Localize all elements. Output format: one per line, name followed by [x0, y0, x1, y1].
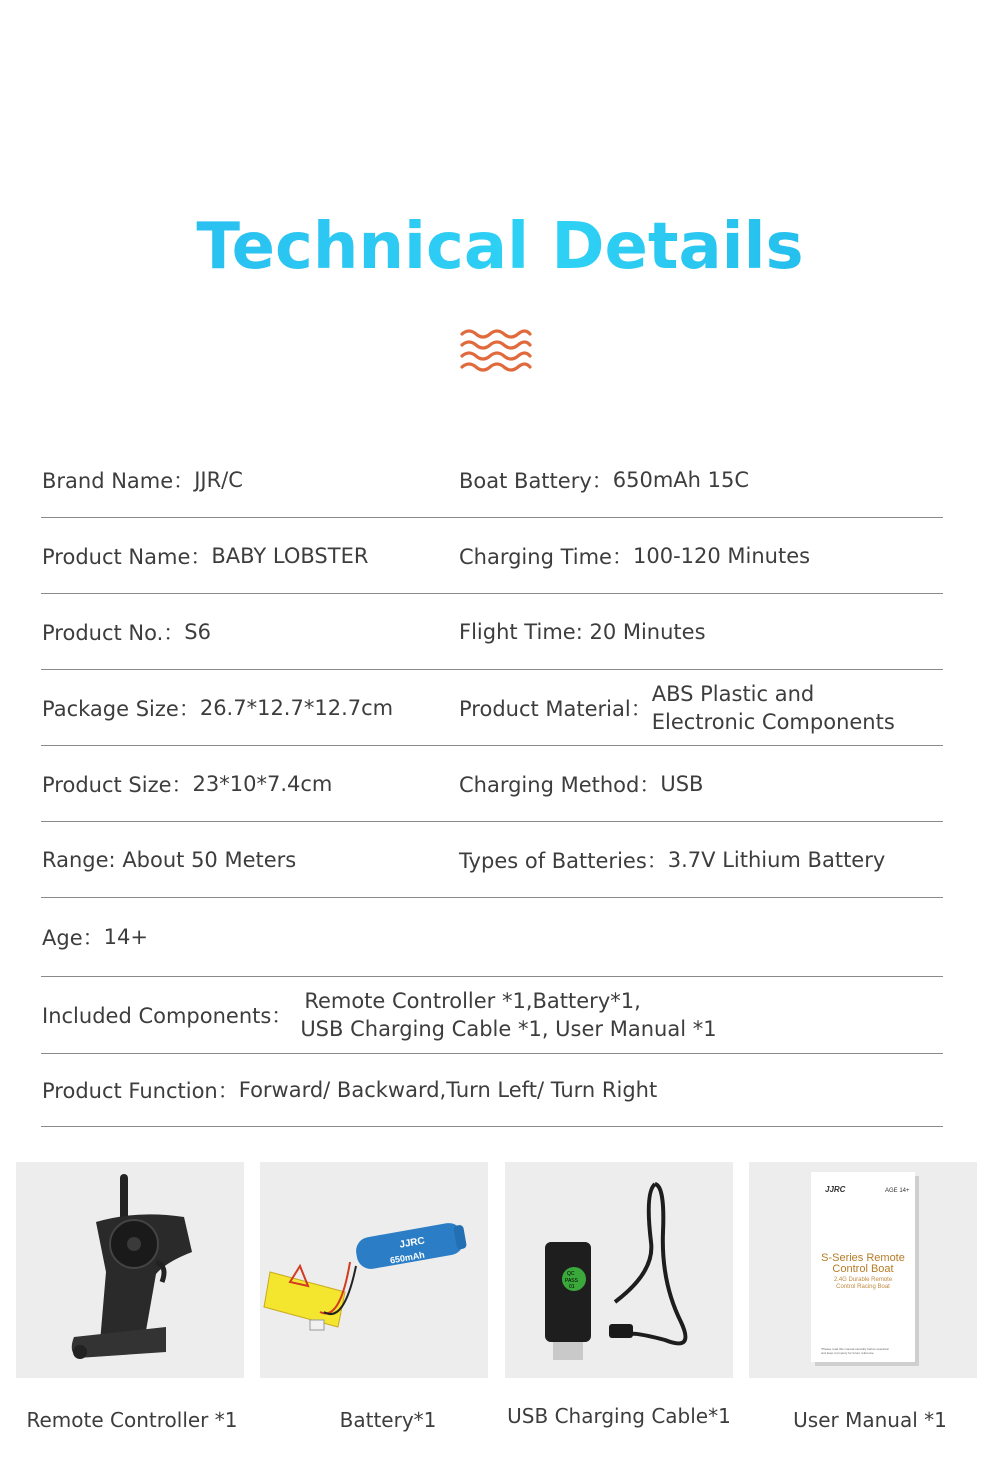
- spec-value: 14+: [103, 925, 148, 949]
- manual-sub-2: Control Racing Boat: [836, 1284, 890, 1290]
- spec-value: JJR/C: [194, 467, 243, 492]
- included-items: [16, 1162, 978, 1378]
- spec-value: 20 Minutes: [589, 619, 706, 644]
- spec-package-size: [42, 670, 393, 745]
- spec-row: [41, 822, 943, 898]
- spec-row-components: [41, 977, 943, 1054]
- spec-label: Product Name：: [42, 544, 212, 569]
- spec-row-age: [41, 898, 943, 977]
- battery-brand-text: JJRC: [398, 1235, 426, 1251]
- spec-label: Product Material：: [459, 696, 652, 721]
- manual-title-1: S-Series Remote: [821, 1252, 905, 1264]
- item-card-remote: [16, 1162, 244, 1378]
- spec-value-line: Electronic Components: [651, 709, 895, 734]
- spec-product-name: [42, 518, 368, 593]
- caption-battery: Battery*1: [339, 1408, 437, 1432]
- spec-label: Product Size：: [42, 772, 193, 797]
- usb-cable-icon: [505, 1162, 733, 1378]
- qc-badge-line1: QC: [567, 1271, 575, 1277]
- spec-row: [41, 670, 943, 746]
- spec-value: 3.7V Lithium Battery: [667, 847, 886, 872]
- item-card-manual: [749, 1162, 977, 1378]
- spec-value: 23*10*7.4cm: [192, 771, 333, 796]
- spec-label: Product Function：: [42, 1079, 239, 1103]
- item-card-usb-cable: [505, 1162, 733, 1378]
- spec-product-function: [42, 1054, 657, 1126]
- item-card-battery: [260, 1162, 488, 1378]
- caption-usb-cable: USB Charging Cable*1: [507, 1404, 731, 1428]
- spec-value: BABY LOBSTER: [211, 543, 369, 568]
- spec-row: [41, 594, 943, 670]
- waves-icon: [460, 328, 532, 372]
- spec-value: [300, 987, 716, 1043]
- spec-product-size: [42, 746, 332, 821]
- spec-range: [42, 822, 296, 897]
- spec-label: Types of Batteries：: [459, 848, 668, 873]
- spec-flight-time: [459, 594, 706, 669]
- spec-battery-type: [459, 822, 885, 897]
- spec-row: [41, 518, 943, 594]
- spec-label: Product No.：: [42, 620, 185, 645]
- spec-table: [41, 442, 943, 1127]
- spec-boat-battery: [459, 442, 749, 517]
- spec-value: 650mAh 15C: [612, 467, 750, 492]
- manual-age: AGE 14+: [885, 1188, 910, 1194]
- spec-label: Flight Time:: [459, 619, 590, 644]
- spec-value: USB: [660, 771, 704, 796]
- spec-label: Age：: [42, 926, 104, 950]
- spec-value: Forward/ Backward,Turn Left/ Turn Right: [238, 1078, 658, 1102]
- spec-label: Range:: [42, 847, 123, 872]
- spec-charging-method: [459, 746, 703, 821]
- manual-icon: [749, 1162, 977, 1378]
- remote-controller-icon: [16, 1162, 244, 1378]
- spec-value-line: ABS Plastic and: [651, 681, 815, 706]
- spec-value: 100-120 Minutes: [632, 543, 811, 568]
- spec-label: Charging Time：: [459, 544, 633, 569]
- spec-label: Included Components：: [42, 1004, 293, 1028]
- spec-value: 26.7*12.7*12.7cm: [199, 695, 394, 720]
- spec-label: Package Size：: [42, 696, 200, 721]
- manual-title-2: Control Boat: [832, 1263, 894, 1275]
- spec-value-line: Remote Controller *1,Battery*1,: [304, 989, 641, 1013]
- spec-value-line: USB Charging Cable *1, User Manual *1: [300, 1017, 717, 1041]
- spec-row: [41, 746, 943, 822]
- spec-label: Boat Battery：: [459, 468, 613, 493]
- spec-value: [652, 680, 895, 736]
- manual-brand: JJRC: [825, 1185, 846, 1194]
- manual-sub-1: 2.4G Durable Remote: [833, 1277, 893, 1283]
- spec-product-material: [459, 670, 895, 745]
- spec-value: S6: [184, 619, 211, 644]
- spec-included-components: [42, 977, 717, 1053]
- spec-charging-time: [459, 518, 810, 593]
- spec-row-function: [41, 1054, 943, 1127]
- battery-capacity-text: 650mAh: [389, 1249, 426, 1266]
- qc-badge-line3: 01: [569, 1284, 575, 1290]
- spec-age: [42, 898, 148, 976]
- manual-note-1: *Please read this manual carefully before operation: [821, 1347, 890, 1351]
- battery-icon: [260, 1162, 488, 1378]
- spec-label: Brand Name：: [42, 468, 195, 493]
- spec-value: About 50 Meters: [122, 847, 297, 872]
- spec-product-no: [42, 594, 211, 669]
- spec-brand-name: [42, 442, 243, 517]
- qc-badge-line2: PASS: [565, 1278, 578, 1284]
- caption-user-manual: User Manual *1: [793, 1408, 947, 1432]
- spec-label: Charging Method：: [459, 772, 661, 797]
- caption-remote-controller: Remote Controller *1: [26, 1408, 238, 1432]
- spec-row: [41, 442, 943, 518]
- manual-note-2: and keep it properly for future reference: [821, 1351, 874, 1355]
- page-title: Technical Details: [0, 210, 1000, 284]
